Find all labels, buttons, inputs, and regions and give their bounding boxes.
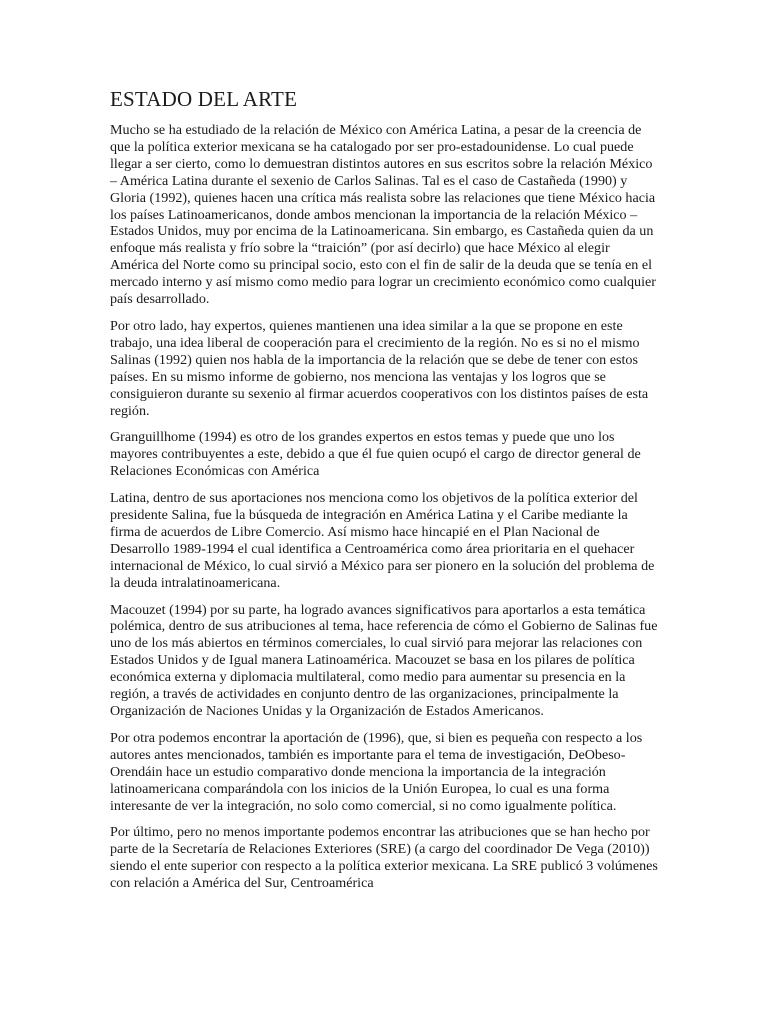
document-page: [110, 86, 658, 902]
paragraph-3: Granguillhome (1994) es otro de los grandes expertos en estos temas y puede que uno los mayores contribuyentes a este, debido a que él fue quien ocupó el cargo de director general de Relaciones Económicas con América: [110, 429, 641, 480]
paragraph-5: Macouzet (1994) por su parte, ha logrado avances significativos para aportarlos a esta temática polémica, dentro de sus atribuciones al tema, hace referencia de cómo el Gobierno de Salinas fue uno de los más abiertos en términos comerciales, lo cual sirvió para mejorar las relaciones con Estados Unidos y de Igual manera Latinoamérica. Macouzet se basa en los pilares de política económica externa y diplomacia multilateral, como medio para aumentar su presencia en la región, a través de actividades en conjunto dentro de las organizaciones, principalmente la Organización de Naciones Unidas y la Organización de Estados Americanos.: [110, 601, 658, 719]
paragraph-2: Por otro lado, hay expertos, quienes mantienen una idea similar a la que se propone en este trabajo, una idea liberal de cooperación para el crecimiento de la región. No es si no el mismo Salinas (1992) quien nos habla de la importancia de la relación que se debe de tener con estos países. En su mismo informe de gobierno, nos menciona las ventajas y los logros que se consiguieron durante su sexenio al firmar acuerdos cooperativos con los distintos países de esta región.: [110, 317, 649, 419]
paragraph-6: Por otra podemos encontrar la aportación de (1996), que, si bien es pequeña con respecto a los autores antes mencionados, también es importante para el tema de investigación, DeObeso-Orendáin hace un estudio comparativo donde menciona la importancia de la integración latinoamericana comparándola con los inicios de la Unión Europea, lo cual es una forma interesante de ver la integración, no solo como comercial, si no como igualmente política.: [110, 729, 643, 814]
paragraph-1: Mucho se ha estudiado de la relación de México con América Latina, a pesar de la creencia de que la política exterior mexicana se ha catalogado por ser pro-estadounidense. Lo cual puede llegar a ser cierto, como lo demuestran distintos autores en sus escritos sobre la relación México – América Latina durante el sexenio de Carlos Salinas. Tal es el caso de Castañeda (1990) y Gloria (1992), quienes hacen una crítica más realista sobre las relaciones que tiene México hacia los países Latinoamericanos, donde ambos mencionan la importancia de la relación México – Estados Unidos, muy por encima de la Latinoamericana. Sin embargo, es Castañeda quien da un enfoque más realista y frío sobre la “traición” (por así decirlo) que hace México al elegir América del Norte como su principal socio, esto con el fin de salir de la deuda que se tenía en el mercado interno y así mismo como medio para lograr un crecimiento económico como cualquier país desarrollado.: [110, 122, 656, 308]
paragraph-7: Por último, pero no menos importante podemos encontrar las atribuciones que se han hecho por parte de la Secretaría de Relaciones Exteriores (SRE) (a cargo del coordinador De Vega (2010)) siendo el ente superior con respecto a la política exterior mexicana. La SRE publicó 3 volúmenes con relación a América del Sur, Centroamérica: [110, 824, 658, 892]
paragraph-4: Latina, dentro de sus aportaciones nos menciona como los objetivos de la política exterior del presidente Salina, fue la búsqueda de integración en América Latina y el Caribe mediante la firma de acuerdos de Libre Comercio. Así mismo hace hincapié en el Plan Nacional de Desarrollo 1989-1994 el cual identifica a Centroamérica como área prioritaria en el quehacer internacional de México, lo cual sirvió a México para ser pionero en la solución del problema de la deuda intralatinoamericana.: [110, 490, 655, 591]
document-title: ESTADO DEL ARTE: [110, 87, 298, 111]
